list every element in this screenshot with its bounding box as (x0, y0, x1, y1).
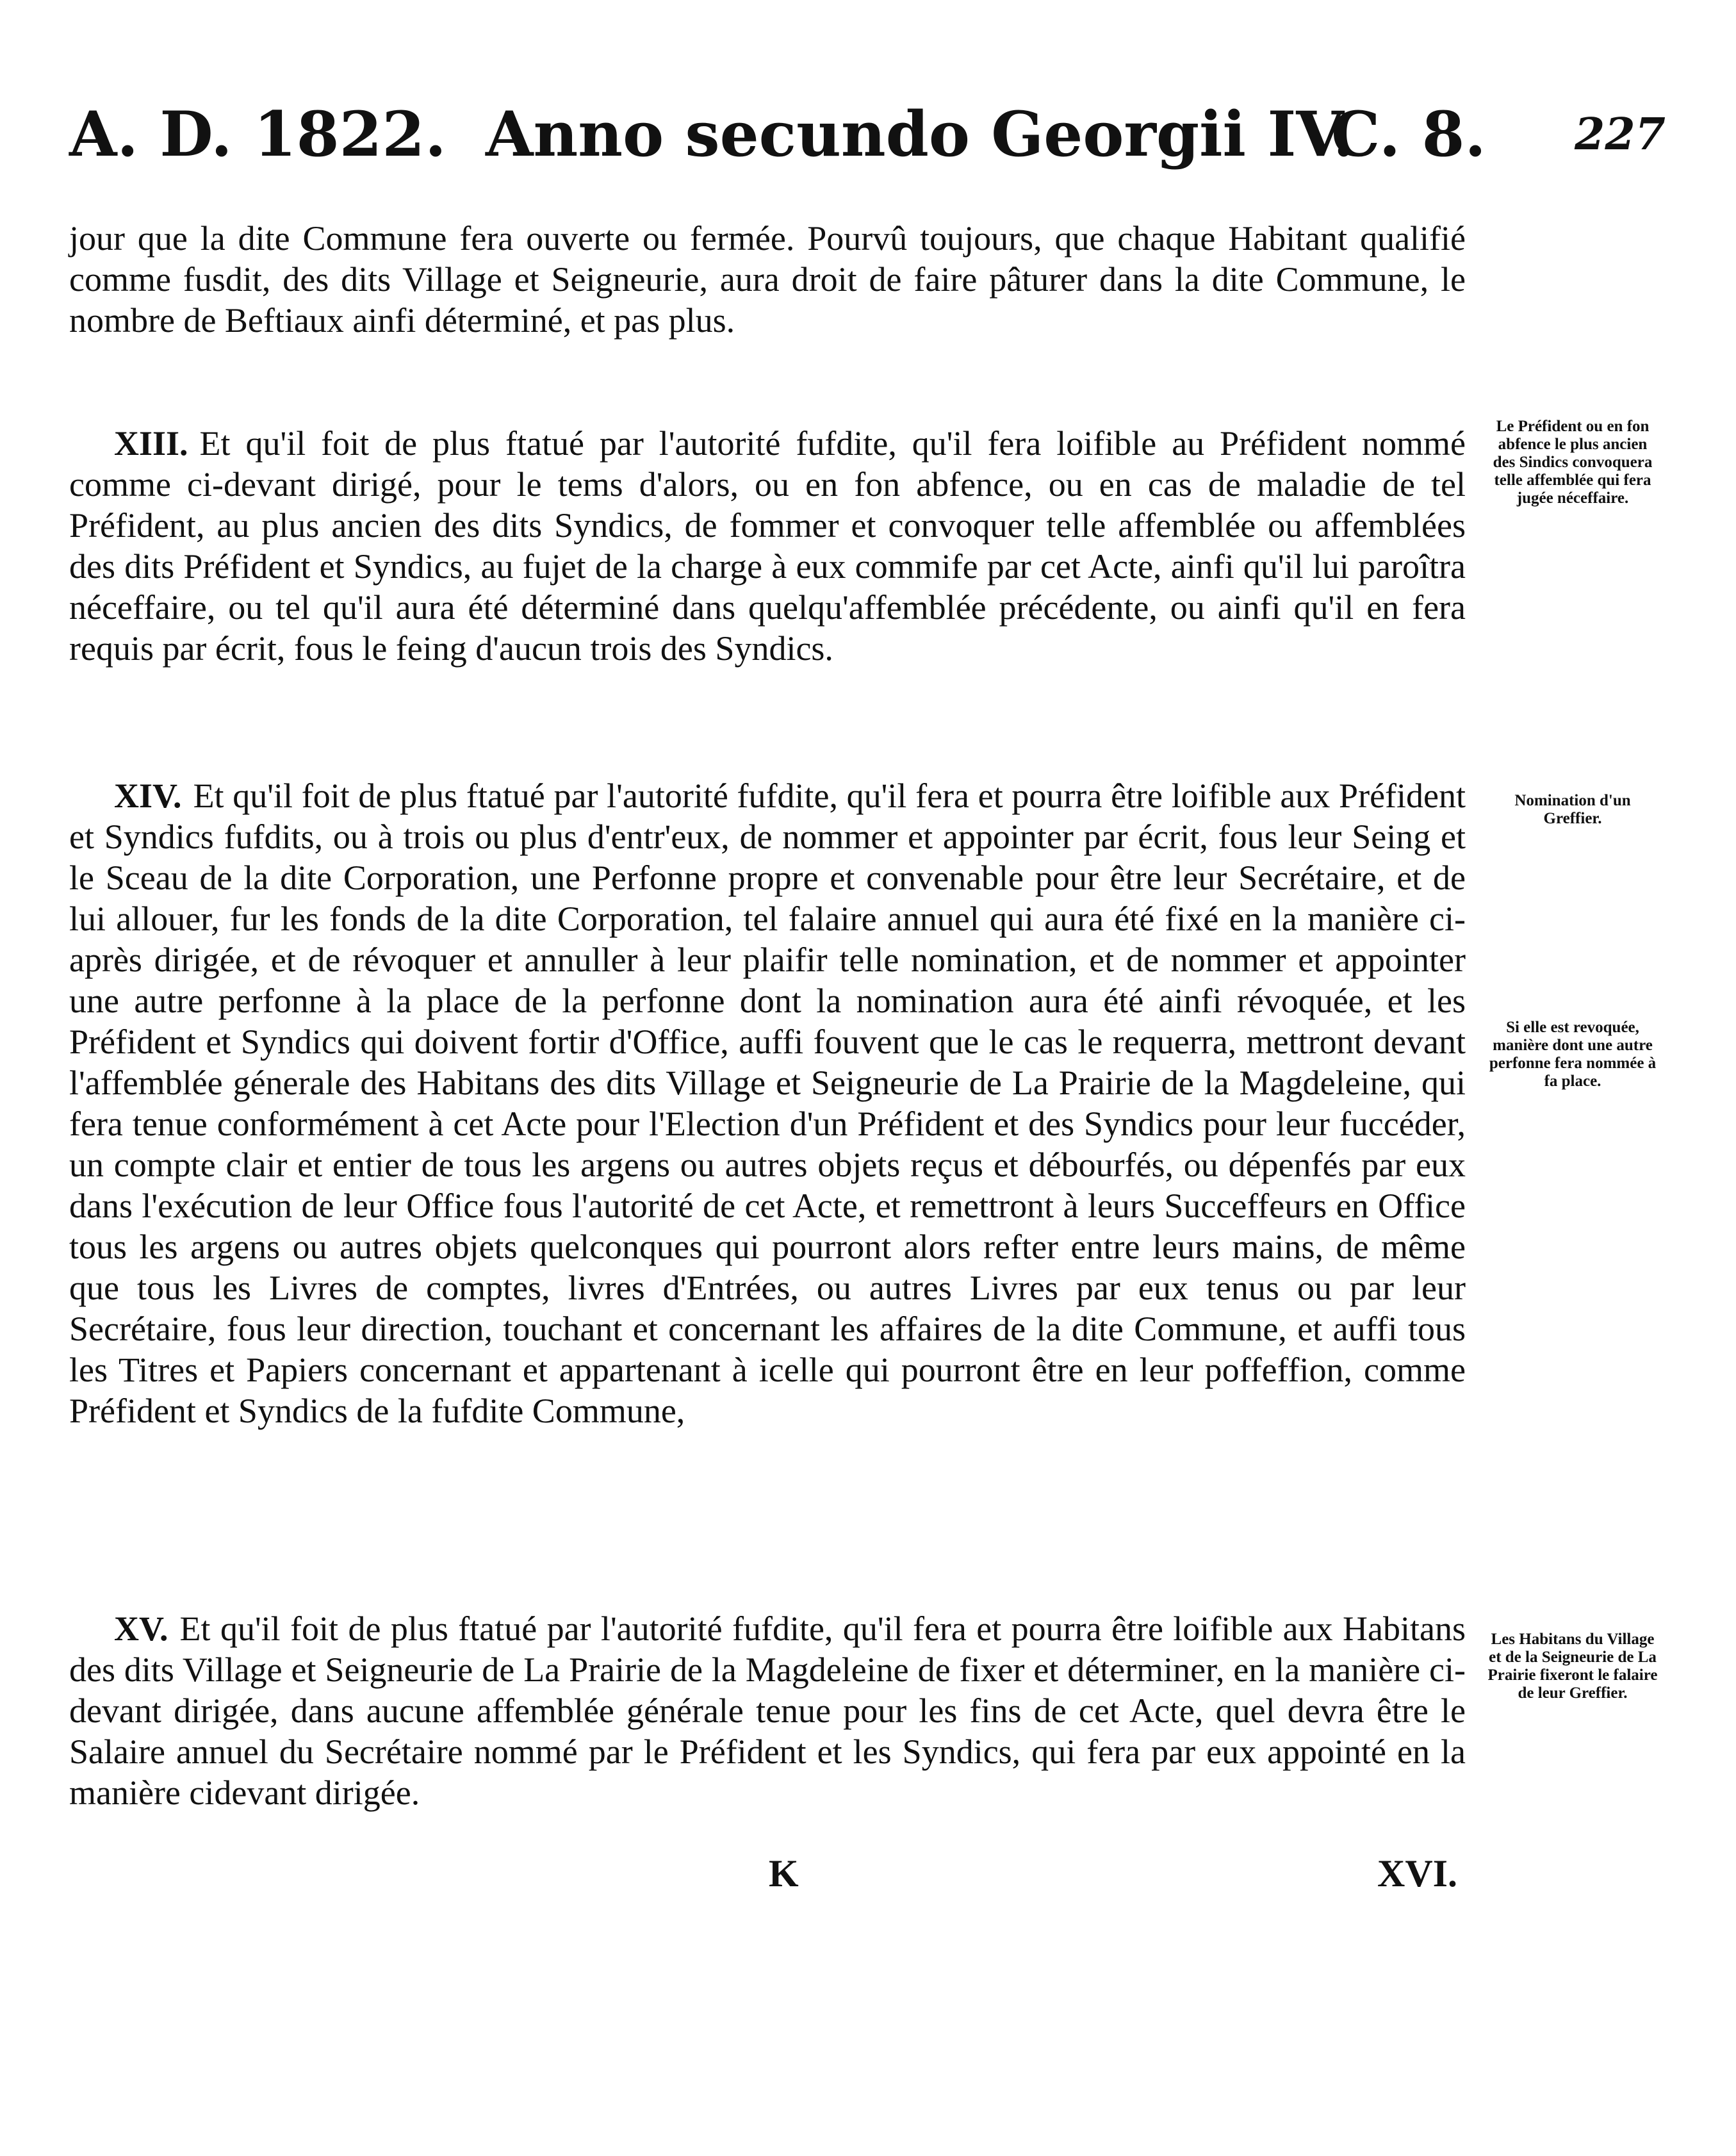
margin-note-xv: Les Habitans du Village et de la Seigneurie de La Prairie fixeront le falaire de leur Greffier. (1487, 1631, 1658, 1702)
section-xv (69, 1608, 1466, 1813)
section-number: XV. (114, 1609, 168, 1648)
header-chapter: C. 8. (1331, 98, 1486, 170)
page-header (69, 96, 1671, 173)
margin-note-xiii: Le Préfident ou en fon abfence le plus ancien des Sindics convoquera telle affemblée qui fera jugée néceffaire. (1493, 418, 1653, 507)
section-number: XIV. (114, 777, 182, 815)
section-xiii (69, 423, 1466, 669)
header-title: Anno secundo Georgii IV. (486, 98, 1355, 170)
paragraph-continued (69, 218, 1466, 341)
signature-mark: K (769, 1852, 799, 1895)
margin-note-xiv-revocation: Si elle est revoquée, manière dont une autre perfonne fera nommée à fa place. (1489, 1019, 1657, 1090)
header-year: A. D. 1822. (69, 98, 446, 170)
section-text: Et qu'il foit de plus ftatué par l'autorité fufdite, qu'il fera loifible au Préfident nommé comme ci-devant dirigé, pour le tems d'alors, ou en fon abfence, ou en cas de maladie de tel Préfident, au plus ancien des dits Syndics, de fommer et convoquer telle affemblée ou affemblées des dits Préfident et Syndics, au fujet de la charge à eux commife par cet Acte, ainfi qu'il lui paroîtra néceffaire, ou tel qu'il aura été déterminé dans quelqu'affemblée précédente, ou ainfi qu'il en fera requis par écrit, fous le feing d'aucun trois des Syndics. (69, 424, 1466, 668)
section-text: Et qu'il foit de plus ftatué par l'autorité fufdite, qu'il fera et pourra être loifible aux Habitans des dits Village et Seigneurie de La Prairie de la Magdeleine de fixer et déterminer, en la manière ci-devant dirigée, dans aucune affemblée générale tenue pour les fins de cet Acte, quel devra être le Salaire annuel du Secrétaire nommé par le Préfident et les Syndics, qui fera par eux appointé en la manière cidevant dirigée. (69, 1609, 1466, 1812)
paragraph-text: jour que la dite Commune fera ouverte ou fermée. Pourvû toujours, que chaque Habitant qualifié comme fusdit, des dits Village et Seigneurie, aura droit de faire pâturer dans la dite Commune, le nombre de Beftiaux ainfi déterminé, et pas plus. (69, 219, 1466, 340)
section-text: Et qu'il foit de plus ftatué par l'autorité fufdite, qu'il fera et pourra être loifible aux Préfident et Syndics fufdits, ou à trois ou plus d'entr'eux, de nommer et appointer par écrit, fous leur Seing et le Sceau de la dite Corporation, une Perfonne propre et convenable pour être leur Secrétaire, et de lui allouer, fur les fonds de la dite Corporation, tel falaire annuel qui aura été fixé en la manière ci-après dirigée, et de révoquer et annuller à leur plaifir telle nomination, et de nommer et appointer une autre perfonne à la place de la perfonne dont la nomination aura été ainfi révoquée, et les Préfident et Syndics qui doivent fortir d'Office, auffi fouvent que le cas le requerra, mettront devant l'affemblée génerale des Habitans des dits Village et Seigneurie de La Prairie de la Magdeleine, qui fera tenue conformément à cet Acte pour l'Election d'un Préfident et des Syndics pour leur fuccéder, un compte clair et entier de tous les argens ou autres objets reçus et débourfés, ou dépenfés par eux dans l'exécution de leur Office fous l'autorité de cet Acte, et remettront à leurs Succeffeurs en Office tous les argens ou autres objets quelconques qui pourront alors refter entre leurs mains, de même que tous les Livres de comptes, livres d'Entrées, ou autres Livres par eux tenus ou par leur Secrétaire, fous leur direction, touchant et concernant les affaires de la dite Commune, et auffi tous les Titres et Papiers concernant et appartenant à icelle qui pourront être en leur poffeffion, comme Préfident et Syndics de la fufdite Commune, (69, 777, 1466, 1430)
margin-note-xiv: Nomination d'un Greffier. (1514, 792, 1631, 827)
page-number: 227 (1575, 109, 1666, 160)
catchword: XVI. (1377, 1852, 1458, 1895)
section-number: XIII. (114, 424, 188, 463)
section-xiv (69, 775, 1466, 1431)
